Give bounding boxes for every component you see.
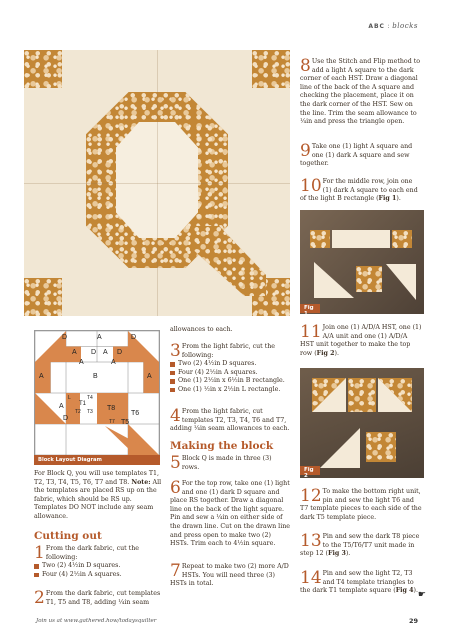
step-14 [300,570,422,596]
diagram-label: D [91,349,97,356]
step-9 [300,143,422,169]
making-the-block-heading: Making the block [170,440,274,452]
list-item: Two (2) 4½in D squares. [170,360,290,369]
step-number: 1 [34,543,45,563]
section-label-bold: ABC [368,23,385,30]
step-number: 10 [300,176,322,196]
step-12 [300,488,422,522]
diagram-label: T5 [121,419,130,426]
step-text: For the middle row, join one (1) dark A square to each end of the light B rectangle ( [300,178,418,203]
step-text-end: ). [334,349,339,357]
diagram-label: D [63,415,69,422]
diagram-label: D [62,334,68,341]
diagram-label: A [72,349,77,356]
step-number: 13 [300,531,322,551]
step-text: Pin and sew the light T2, T3 and T4 template triangles to the dark T1 template square ( [300,570,414,595]
step-number: 3 [170,341,181,361]
block-layout-diagram [34,330,160,456]
step-text-end: ). [396,195,401,203]
step-11 [300,324,422,358]
step-1-list [34,562,162,579]
step-text: From the dark fabric, cut templates T1, T5 and T8, adding ¼in seam [45,590,161,606]
diagram-label: A [103,349,108,356]
step-number: 9 [300,141,311,161]
step-number: 14 [300,568,322,588]
intro-text [34,470,162,522]
step-text-end: ). [413,587,418,595]
step-text: Take one (1) light A square and one (1) dark A square and sew together. [300,143,413,168]
diagram-label: T3 [87,409,93,415]
fig-ref: Fig 1 [378,195,397,203]
step-number: 12 [300,486,322,506]
step-text-end: ). [345,550,351,558]
step-1 [34,545,162,579]
section-label [368,22,418,30]
page-number: 29 [408,617,418,625]
diagram-label: T6 [131,410,140,417]
diagram-label: A [97,334,102,341]
step-6 [170,480,290,549]
list-item: Four (4) 2½in A squares. [34,571,162,580]
step-number: 5 [170,453,181,473]
list-item: One (1) 2½in x 6½in B rectangle. [170,377,290,386]
note-label: Note: [131,478,151,486]
list-item: Four (4) 2½in A squares. [170,369,290,378]
fig-ref: Fig 2 [316,349,335,357]
diagram-label: B [93,373,98,380]
step-number: 6 [170,478,181,498]
step-number: 2 [34,588,45,608]
step-text: Join one (1) A/D/A HST, one (1) A/A unit and one (1) A/D/A HST unit together to make the top row ( [300,324,422,357]
step-text: To make the bottom right unit, pin and sew the light T6 and T7 template pieces to each side of the dark T5 template piece. [300,488,422,521]
step-8 [300,58,422,127]
footer-text: Join us at www.gathered.how/todaysquilter [36,618,157,624]
step-10 [300,178,422,204]
continue-arrow-icon: ☛ [417,590,426,600]
step-text: From the dark fabric, cut the following: [45,545,139,561]
diagram-label: A [147,373,152,380]
diagram-label: T2 [75,409,81,415]
fig-1-label: Fig 1 [300,304,320,313]
diagram-label: A [39,373,44,380]
step-3-list [170,360,290,394]
diagram-label: A [59,403,64,410]
section-label-italic: blocks [392,22,418,30]
section-label-sep: : [384,23,393,30]
cutting-out-heading: Cutting out [34,530,102,542]
fig-ref: Fig 4 [395,587,414,595]
step-number: 11 [300,322,322,342]
fig-2-label: Fig 2 [300,466,320,475]
step-13 [300,533,422,559]
list-item: One (1) ½in x 2½in L rectangle. [170,386,290,395]
fig-ref: Fig 3 [328,550,346,558]
intro-sentence: For Block Q, you will use templates T1, T2, T3, T4, T5, T6, T7 and T8. [34,470,160,486]
hero-block-photo [24,50,290,316]
diagram-label: A [79,359,84,366]
step-text: Repeat to make two (2) more A/D HSTs. You will need three (3) HSTs in total. [170,563,289,588]
diagram-label: T4 [87,395,93,401]
diagram-label: D [131,334,137,341]
fig-2-photo [300,368,424,478]
diagram-caption: Block Layout Diagram [34,455,160,465]
diagram-label: D [117,349,123,356]
diagram-label: A [111,359,116,366]
diagram-label: T8 [107,405,116,412]
step-2 [34,590,162,607]
step-number: 8 [300,56,311,76]
step-5 [170,455,290,472]
step-text: Block Q is made in three (3) rows. [181,455,272,471]
step-7 [170,563,290,589]
diagram-label: L [68,395,71,401]
allowances-continued: allowances to each. [170,326,233,333]
fig-1-photo [300,210,424,314]
step-text: Pin and sew the dark T8 piece to the T5/T6/T7 unit made in step 12 ( [300,533,420,558]
list-item: Two (2) 4½in D squares. [34,562,162,571]
step-number: 7 [170,561,181,581]
diagram-label: T7 [109,419,115,425]
step-4 [170,408,290,434]
step-3 [170,343,290,395]
step-text: From the light fabric, cut templates T2, T3, T4, T6 and T7, adding ¼in seam allowances to each. [170,408,290,433]
step-text: Use the Stitch and Flip method to add a light A square to the dark corner of each HST. Draw a diagonal line of the back of the A square and checking the placement, place it on the dark corner of the HST. Sew on the line. Trim the seam allowance to ¼in and press the triangle open. [300,58,421,126]
step-text: For the top row, take one (1) light and one (1) dark D square and place RS together. Draw a diagonal line on the back of the light square. Pin and sew a ¼in on either side of the drawn line. Cut on the drawn line and press open to make two (2) HSTs. Trim each to 4½in square. [170,480,290,548]
note-text: All the templates are placed RS up on the fabric, which should be RS up. Templates DO NOT include any seam allowance. [34,478,162,520]
step-text: From the light fabric, cut the following: [181,343,276,359]
diagram-label: T1 [79,401,87,407]
step-number: 4 [170,406,181,426]
